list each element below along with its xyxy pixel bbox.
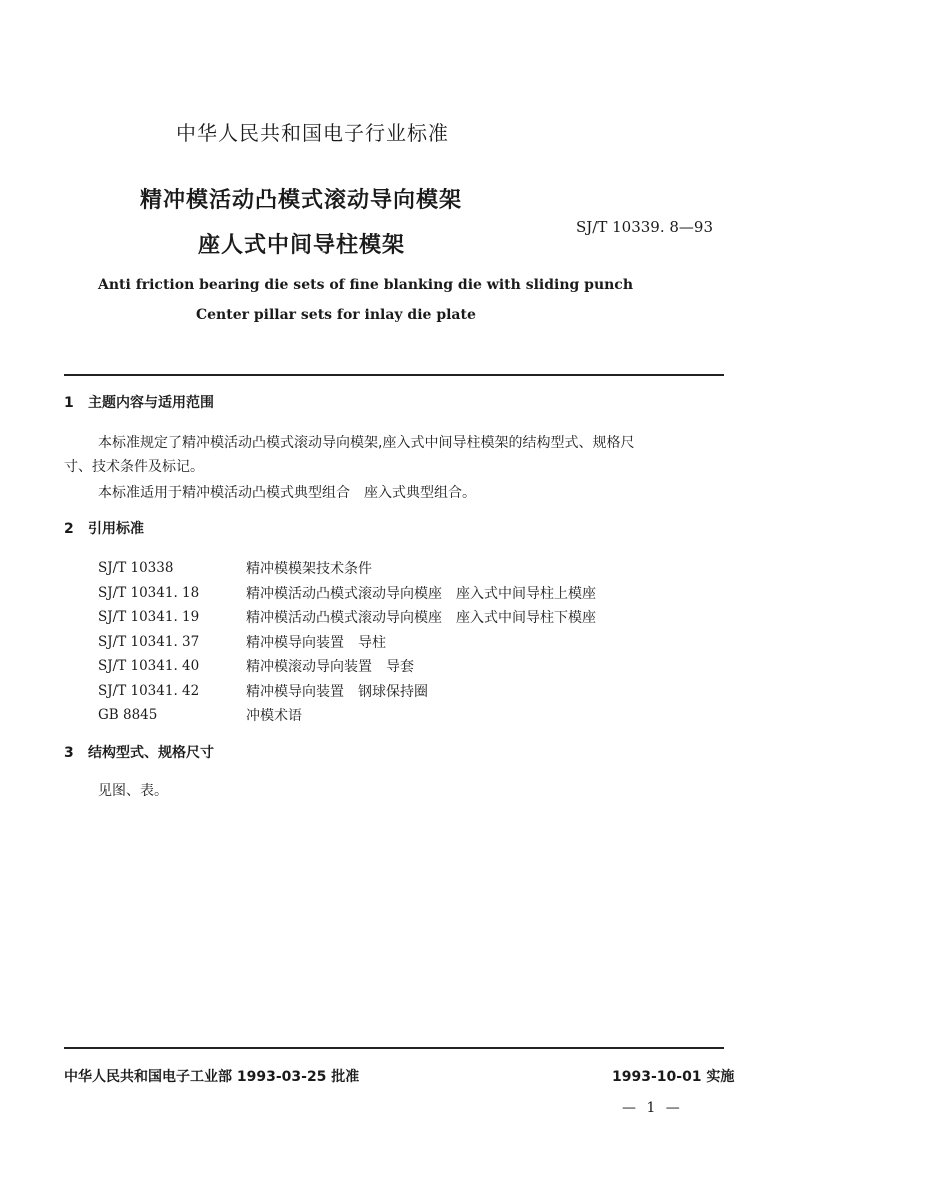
document-title-line2: 座人式中间导柱模架: [198, 233, 406, 258]
section-3-heading: [64, 742, 214, 762]
applicability-paragraph: 本标准适用于精冲模活动凸模式典型组合 座入式典型组合。: [98, 485, 476, 501]
header-divider: [64, 374, 724, 376]
reference-code: SJ/T 10341. 18: [98, 584, 200, 601]
reference-code: SJ/T 10341. 40: [98, 658, 200, 675]
reference-code: SJ/T 10338: [98, 560, 174, 577]
reference-item: [98, 654, 596, 679]
section-title: 主题内容与适用范围: [88, 395, 214, 411]
reference-title: 精冲模活动凸模式滚动导向模座 座入式中间导柱下模座: [246, 610, 596, 627]
section-number: 2: [64, 521, 74, 537]
section-number: 1: [64, 395, 74, 411]
reference-item: [98, 703, 596, 728]
standard-number: SJ/T 10339. 8—93: [576, 218, 713, 236]
reference-item: [98, 679, 596, 704]
scope-paragraph-line1: 本标准规定了精冲模活动凸模式滚动导向模架,座入式中间导柱模架的结构型式、规格尺: [98, 435, 635, 451]
section-2-heading: [64, 518, 144, 538]
reference-code: GB 8845: [98, 707, 158, 724]
reference-item: [98, 556, 596, 581]
english-title-line1: Anti friction bearing die sets of fine blanking die with sliding punch: [98, 277, 634, 293]
reference-title: 精冲模模架技术条件: [246, 561, 372, 578]
approval-statement: 中华人民共和国电子工业部 1993-03-25 批准: [64, 1069, 360, 1085]
reference-code: SJ/T 10341. 42: [98, 682, 200, 699]
scope-paragraph-line2: 寸、技术条件及标记。: [64, 459, 204, 475]
section-1-heading: [64, 392, 214, 412]
document-title-line1: 精冲模活动凸模式滚动导向模架: [140, 188, 463, 213]
reference-item: [98, 605, 596, 630]
issuing-body-header: 中华人民共和国电子行业标准: [176, 121, 449, 145]
section-3-paragraph: 见图、表。: [98, 783, 168, 799]
reference-title: 精冲模导向装置 导柱: [246, 634, 386, 651]
reference-title: 冲模术语: [246, 708, 302, 725]
references-list: [98, 556, 596, 728]
reference-item: [98, 581, 596, 606]
reference-item: [98, 630, 596, 655]
section-number: 3: [64, 745, 74, 761]
footer-divider: [64, 1047, 724, 1049]
reference-title: 精冲模滚动导向装置 导套: [246, 659, 414, 676]
english-title-line2: Center pillar sets for inlay die plate: [196, 307, 476, 323]
reference-code: SJ/T 10341. 37: [98, 633, 200, 650]
section-title: 引用标准: [88, 521, 144, 537]
reference-title: 精冲模导向装置 钢球保持圈: [246, 683, 428, 700]
reference-title: 精冲模活动凸模式滚动导向模座 座入式中间导柱上模座: [246, 585, 596, 602]
effective-date: 1993-10-01 实施: [612, 1069, 735, 1085]
page-number: — 1 —: [622, 1100, 683, 1116]
section-title: 结构型式、规格尺寸: [88, 745, 214, 761]
reference-code: SJ/T 10341. 19: [98, 609, 200, 626]
